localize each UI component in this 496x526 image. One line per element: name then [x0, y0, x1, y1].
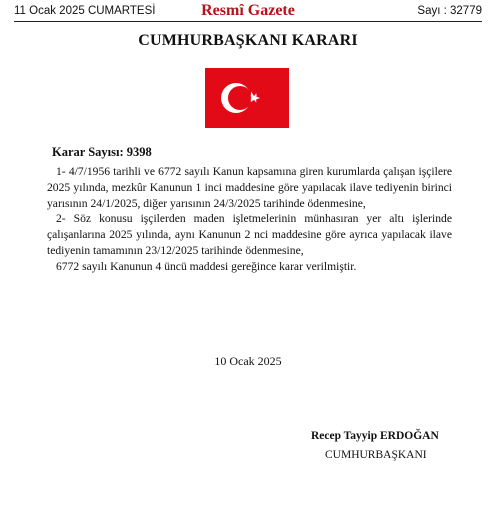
- gazette-name: Resmî Gazete: [201, 2, 295, 19]
- decision-paragraph: 6772 sayılı Kanunun 4 üncü maddesi gereğince karar verilmiştir.: [56, 259, 357, 273]
- header-divider: [14, 21, 482, 22]
- decision-number: Karar Sayısı: 9398: [52, 145, 152, 159]
- decision-body: [47, 164, 452, 275]
- document-title: CUMHURBAŞKANI KARARI: [138, 32, 358, 49]
- gazette-header: [14, 2, 482, 22]
- signer-title: CUMHURBAŞKANI: [325, 449, 427, 461]
- turkish-flag-icon: [205, 68, 289, 128]
- decision-date: 10 Ocak 2025: [214, 354, 282, 368]
- decision-paragraph: 1- 4/7/1956 tarihli ve 6772 sayılı Kanun kapsamına giren kurumlarda çalışan işçilere 2025 yılında, mezkûr Kanunun 1 inci maddesine göre yapılacak ilave tediyenin birinci yarısının 24/1/2025, diğer yarısının 24/3/2025 tarihinde ödenmesine,: [47, 165, 452, 210]
- decision-paragraph: 2- Söz konusu işçilerden maden işletmelerinin münhasıran yer altı işlerinde çalışanlarına 2025 yılında, aynı Kanunun 2 nci maddesine göre ayrıca yapılacak ilave tediyenin tamamının 23/12/2025 tarihinde ödenmesine,: [47, 212, 452, 257]
- header-date: 11 Ocak 2025 CUMARTESİ: [14, 5, 156, 17]
- issue-number: Sayı : 32779: [417, 5, 482, 17]
- signer-name: Recep Tayyip ERDOĞAN: [311, 430, 439, 442]
